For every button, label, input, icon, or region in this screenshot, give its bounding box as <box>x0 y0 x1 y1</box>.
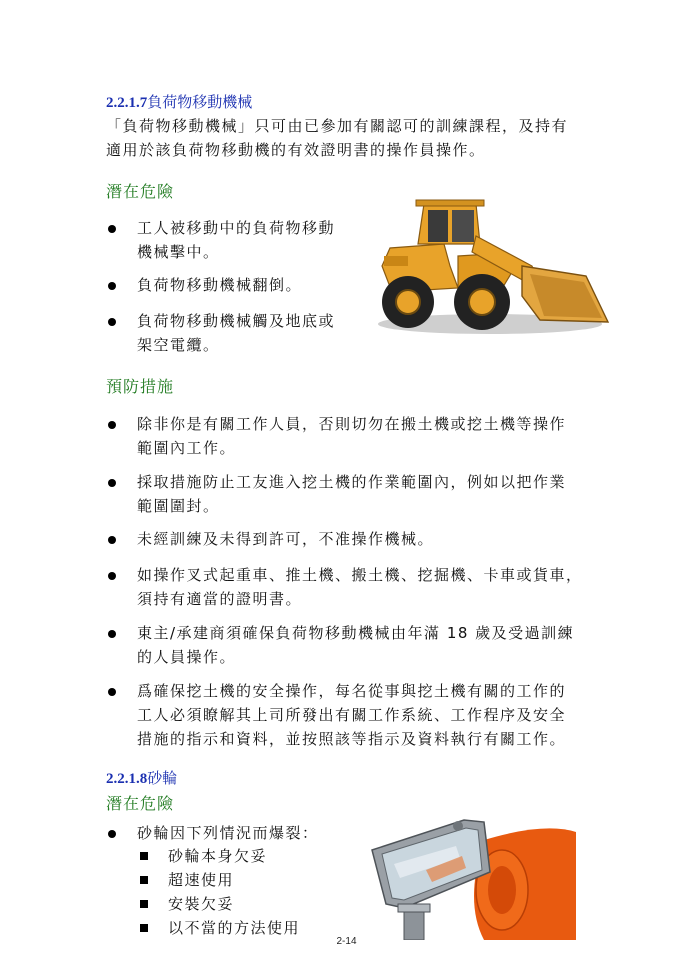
prevention-heading: 預防措施 <box>106 377 175 396</box>
prevention-item-5 <box>137 621 627 669</box>
hazard-item-2 <box>137 273 377 297</box>
bullet-dot <box>108 225 116 233</box>
grinder-sub-item-2: 超速使用 <box>168 871 235 889</box>
square-bullet <box>140 876 148 884</box>
bullet-dot <box>108 282 116 290</box>
prevention-line: 範圍內工作。 <box>137 439 237 457</box>
hazards-heading-2: 潛在危險 <box>106 794 175 813</box>
grinder-wheel-hub <box>488 866 516 914</box>
section-number: 2.2.1.7 <box>106 95 148 111</box>
prevention-line: 東主/承建商須確保負荷物移動機械由年滿 18 歲及受過訓練 <box>137 624 575 642</box>
bullet-dot <box>108 421 116 429</box>
guard-knob <box>453 821 463 831</box>
bullet-dot <box>108 318 116 326</box>
intro-line-2: 適用於該負荷物移動機的有效證明書的操作員操作。 <box>106 141 486 159</box>
bullet-dot <box>108 572 116 580</box>
prevention-item-3 <box>137 527 627 551</box>
bullet-dot <box>108 688 116 696</box>
square-bullet <box>140 924 148 932</box>
hazard-line: 架空電纜。 <box>137 336 220 354</box>
prevention-item-2 <box>137 470 627 518</box>
page-number: 2-14 <box>336 936 357 947</box>
prevention-item-6 <box>137 679 627 751</box>
bullet-dot <box>108 536 116 544</box>
loader-front-hub <box>469 289 495 315</box>
hazard-item-1 <box>137 216 377 264</box>
prevention-item-4 <box>137 563 627 611</box>
prevention-item-1 <box>137 412 627 460</box>
prevention-line: 如操作叉式起重車、推土機、搬土機、挖掘機、卡車或貨車， <box>137 566 583 584</box>
section-heading-2-2-1-8 <box>106 767 177 788</box>
grinder-sub-item-1: 砂輪本身欠妥 <box>168 847 268 865</box>
hazard-line: 負荷物移動機械觸及地底或 <box>137 312 336 330</box>
loader-roof <box>416 200 484 206</box>
hazard-line: 負荷物移動機械翻倒。 <box>137 276 303 294</box>
wheel-loader-illustration <box>372 196 614 340</box>
loader-cab-window <box>452 210 474 242</box>
prevention-line: 除非你是有關工作人員，否則切勿在搬土機或挖土機等操作 <box>137 415 567 433</box>
grinder-sub-item-3: 安裝欠妥 <box>168 895 235 913</box>
loader-cab-window <box>428 210 448 242</box>
prevention-line: 爲確保挖土機的安全操作，每名從事與挖土機有關的工作的 <box>137 682 567 700</box>
bullet-dot <box>108 479 116 487</box>
section-title: 砂輪 <box>147 769 178 787</box>
hazard-line: 工人被移動中的負荷物移動 <box>137 219 336 237</box>
section-title: 負荷物移動機械 <box>147 93 253 111</box>
loader-rear-hub <box>396 290 420 314</box>
guard-bracket <box>398 904 430 912</box>
prevention-line: 須持有適當的證明書。 <box>137 590 303 608</box>
square-bullet <box>140 852 148 860</box>
hazard-item-3 <box>137 309 377 357</box>
grinding-wheel-guard-illustration <box>364 812 576 940</box>
intro-line-1: 「負荷物移動機械」只可由已參加有關認可的訓練課程，及持有 <box>106 117 569 135</box>
prevention-line: 未經訓練及未得到許可，不准操作機械。 <box>137 530 435 548</box>
prevention-line: 措施的指示和資料，並按照該等指示及資料執行有關工作。 <box>137 730 567 748</box>
square-bullet <box>140 900 148 908</box>
loader-grille <box>384 256 408 266</box>
prevention-line: 範圍圍封。 <box>137 497 220 515</box>
section-heading-2-2-1-7 <box>106 91 252 112</box>
section-number: 2.2.1.8 <box>106 771 148 787</box>
hazard-line: 機械擊中。 <box>137 243 220 261</box>
grinder-lead: 砂輪因下列情況而爆裂： <box>137 824 319 842</box>
hazards-heading: 潛在危險 <box>106 182 175 201</box>
bullet-dot <box>108 830 116 838</box>
bullet-dot <box>108 630 116 638</box>
prevention-line: 的人員操作。 <box>137 648 237 666</box>
prevention-line: 工人必須瞭解其上司所發出有關工作系統、工作程序及安全 <box>137 706 567 724</box>
grinder-sub-item-4: 以不當的方法使用 <box>168 919 301 937</box>
prevention-line: 採取措施防止工友進入挖土機的作業範圍內，例如以把作業 <box>137 473 567 491</box>
